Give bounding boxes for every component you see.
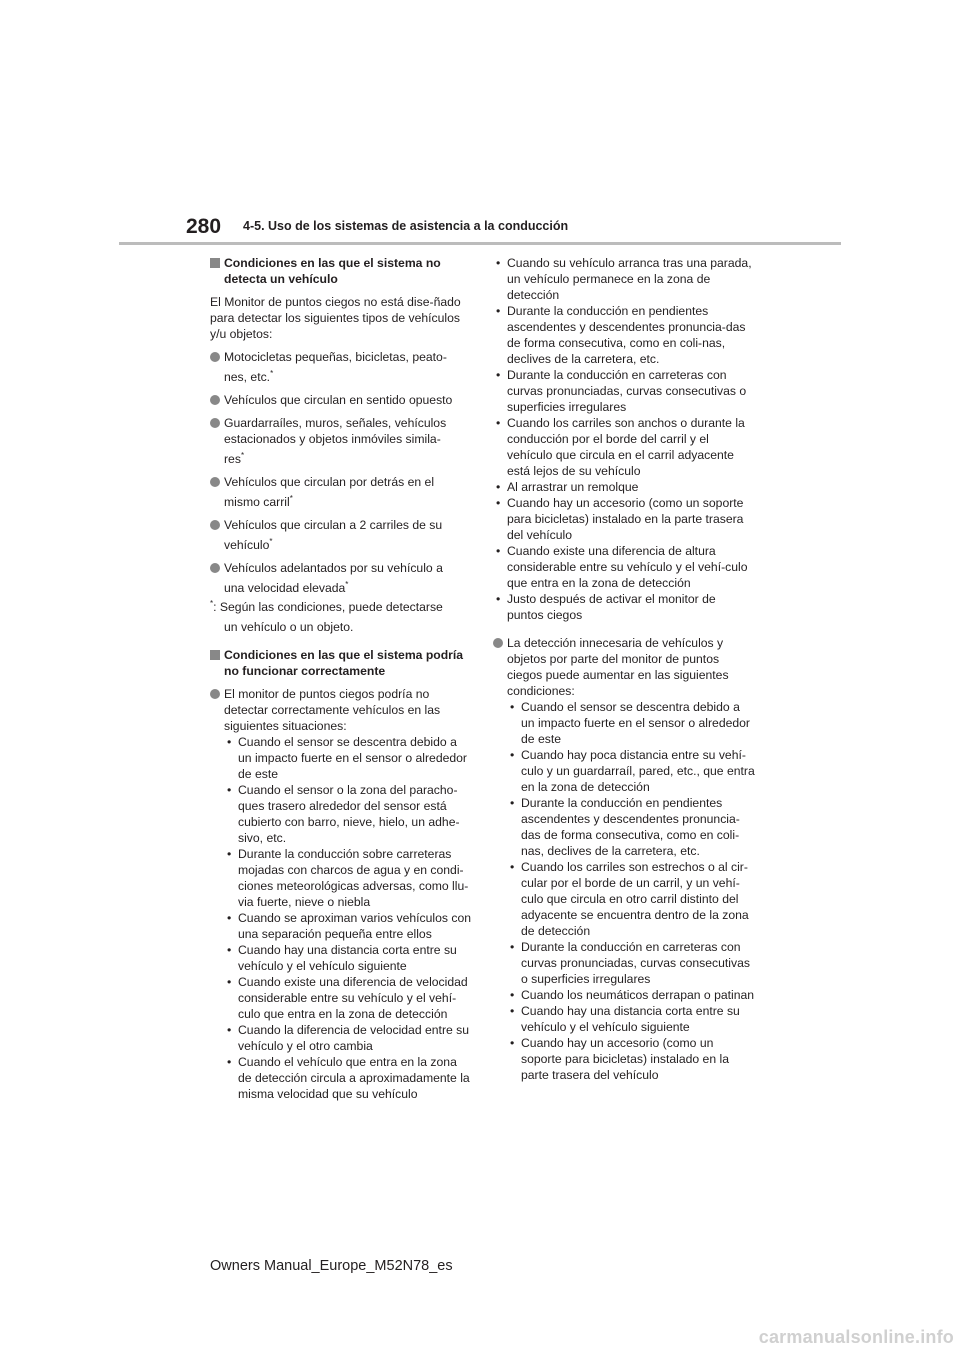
bullet-item: • Cuando se aproximan varios vehículos con una separación pequeña entre ellos	[224, 910, 472, 942]
bullet-item: • Cuando los carriles son anchos o durante la conducción por el borde del carril y el vehículo que circula en el carril adyacente está lejos de su vehículo	[493, 415, 755, 479]
square-bullet-icon	[210, 258, 220, 268]
footnote-star: *	[270, 368, 274, 378]
bullet-item: • Cuando su vehículo arranca tras una parada, un vehículo permanece en la zona de detección	[493, 255, 755, 303]
list-item	[210, 517, 472, 553]
list-item	[210, 474, 472, 510]
circle-bullet-icon	[210, 352, 220, 362]
bullet-item: • Al arrastrar un remolque	[493, 479, 755, 495]
not-detected-list	[210, 349, 472, 596]
bullet-item: • Cuando hay una distancia corta entre su vehículo y el vehículo siguiente	[224, 942, 472, 974]
bullet-item: • Durante la conducción en pendientes ascendentes y descendentes pronuncia-das de forma consecutiva, como en coli-nas, declives de la carretera, etc.	[493, 303, 755, 367]
bullet-item: • Durante la conducción en carreteras con curvas pronunciadas, curvas consecutivas o superficies irregulares	[493, 367, 755, 415]
header-rule	[119, 242, 841, 245]
footnote-line2: un vehículo o un objeto.	[224, 620, 354, 634]
list-item	[210, 686, 472, 1102]
bullet-item: • Cuando el sensor se descentra debido a un impacto fuerte en el sensor o alrededor de este	[507, 699, 755, 747]
list-item-text: Vehículos que circulan en sentido opuesto	[224, 393, 453, 407]
bullet-item: • Cuando el sensor o la zona del paracho-ques trasero alrededor del sensor está cubierto con barro, nieve, hielo, un adhe-sivo, etc.	[224, 782, 472, 846]
list-item-text-cont: mismo carril*	[224, 493, 293, 509]
right-column	[493, 255, 755, 1090]
bullet-list	[493, 255, 755, 623]
bullet-item: • Durante la conducción en carreteras con curvas pronunciadas, curvas consecutivas o superficies irregulares	[507, 939, 755, 987]
list-item-text-cont: una velocidad elevada*	[224, 579, 349, 595]
section-title: 4-5. Uso de los sistemas de asistencia a la conducción	[243, 219, 569, 233]
list-item-text: Vehículos que circulan por detrás en el	[224, 475, 435, 489]
bullet-item: • Cuando los carriles son estrechos o al cir-cular por el borde de un carril, y un vehí-culo que circula en otro carril distinto del adyacente se encuentra dentro de la zona de detección	[507, 859, 755, 939]
bullet-item: • Cuando el vehículo que entra en la zona de detección circula a aproximadamente la misma velocidad que su vehículo	[224, 1054, 472, 1102]
list-item-text: La detección innecesaria de vehículos y objetos por parte del monitor de puntos ciegos puede aumentar en las siguientes condiciones:	[507, 636, 729, 698]
list-item	[210, 415, 472, 467]
list-item-text-cont: nes, etc.*	[224, 368, 274, 384]
circle-bullet-icon	[210, 395, 220, 405]
footnote-line1: : Según las condiciones, puede detectarse	[213, 600, 443, 614]
list-item-text: Guardarraíles, muros, señales, vehículos estacionados y objetos inmóviles simila-	[224, 416, 447, 446]
bullet-item: • Durante la conducción sobre carreteras mojadas con charcos de agua y en condi-ciones meteorológicas adversas, como llu-via fuerte, nieve o niebla	[224, 846, 472, 910]
circle-bullet-icon	[210, 520, 220, 530]
bullet-list	[224, 734, 472, 1102]
intro-paragraph: El Monitor de puntos ciegos no está dise-ñado para detectar los siguientes tipos de vehículos y/u objetos:	[210, 295, 461, 341]
heading-text: Condiciones en las que el sistema podría no funcionar correctamente	[224, 648, 464, 678]
list-item-text: Vehículos adelantados por su vehículo a	[224, 561, 443, 575]
list-item-text: El monitor de puntos ciegos podría no detectar correctamente vehículos en las siguientes situaciones:	[224, 687, 441, 733]
list-item-text-cont: vehículo*	[224, 536, 273, 552]
left-column	[210, 255, 472, 1109]
bullet-item: • Cuando hay una distancia corta entre su vehículo y el vehículo siguiente	[507, 1003, 755, 1035]
list-item-text-cont: res*	[224, 450, 245, 466]
circle-bullet-icon	[210, 689, 220, 699]
watermark: carmanualsonline.info	[758, 1327, 954, 1347]
circle-bullet-icon	[210, 477, 220, 487]
bullet-item: • Cuando existe una diferencia de altura considerable entre su vehículo y el vehí-culo que entra en la zona de detección	[493, 543, 755, 591]
footnote-star: *	[269, 536, 273, 546]
page-number: 280	[186, 215, 222, 238]
circle-bullet-icon	[493, 638, 503, 648]
circle-bullet-icon	[210, 563, 220, 573]
footnote-star: *	[210, 598, 214, 608]
list-item	[210, 392, 472, 408]
bullet-item: • Cuando existe una diferencia de velocidad considerable entre su vehículo y el vehí-culo que entra en la zona de detección	[224, 974, 472, 1022]
circle-bullet-icon	[210, 418, 220, 428]
footer-text: Owners Manual_Europe_M52N78_es	[210, 1258, 453, 1274]
list-item-text: Motocicletas pequeñas, bicicletas, peato-	[224, 350, 447, 364]
footnote-star: *	[240, 450, 245, 460]
heading-may-not-work	[210, 647, 472, 679]
bullet-item: • Cuando hay un accesorio (como un soporte para bicicletas) instalado en la parte trasera del vehículo	[493, 495, 755, 543]
bullet-item: • Cuando la diferencia de velocidad entre su vehículo y el otro cambia	[224, 1022, 472, 1054]
square-bullet-icon	[210, 650, 220, 660]
bullet-item: • Cuando el sensor se descentra debido a un impacto fuerte en el sensor o alrededor de este	[224, 734, 472, 782]
bullet-item: • Durante la conducción en pendientes ascendentes y descendentes pronuncia-das de forma consecutiva, como en coli-nas, declives de la carretera, etc.	[507, 795, 755, 859]
list-item	[210, 560, 472, 596]
footnote-star: *	[289, 493, 293, 503]
bullet-item: • Cuando los neumáticos derrapan o patinan	[507, 987, 755, 1003]
bullet-item: • Justo después de activar el monitor de puntos ciegos	[493, 591, 755, 623]
footnote	[210, 599, 472, 635]
bullet-item: • Cuando hay un accesorio (como un soporte para bicicletas) instalado en la parte trasera del vehículo	[507, 1035, 755, 1083]
bullet-list	[507, 699, 755, 1083]
bullet-item: • Cuando hay poca distancia entre su vehí-culo y un guardarraíl, pared, etc., que entra en la zona de detección	[507, 747, 755, 795]
heading-text: Condiciones en las que el sistema no detecta un vehículo	[224, 256, 441, 286]
heading-not-detected	[210, 255, 472, 287]
footnote-star: *	[345, 579, 349, 589]
list-item	[493, 635, 755, 1083]
list-item	[210, 349, 472, 385]
list-item-text: Vehículos que circulan a 2 carriles de su	[224, 518, 443, 532]
